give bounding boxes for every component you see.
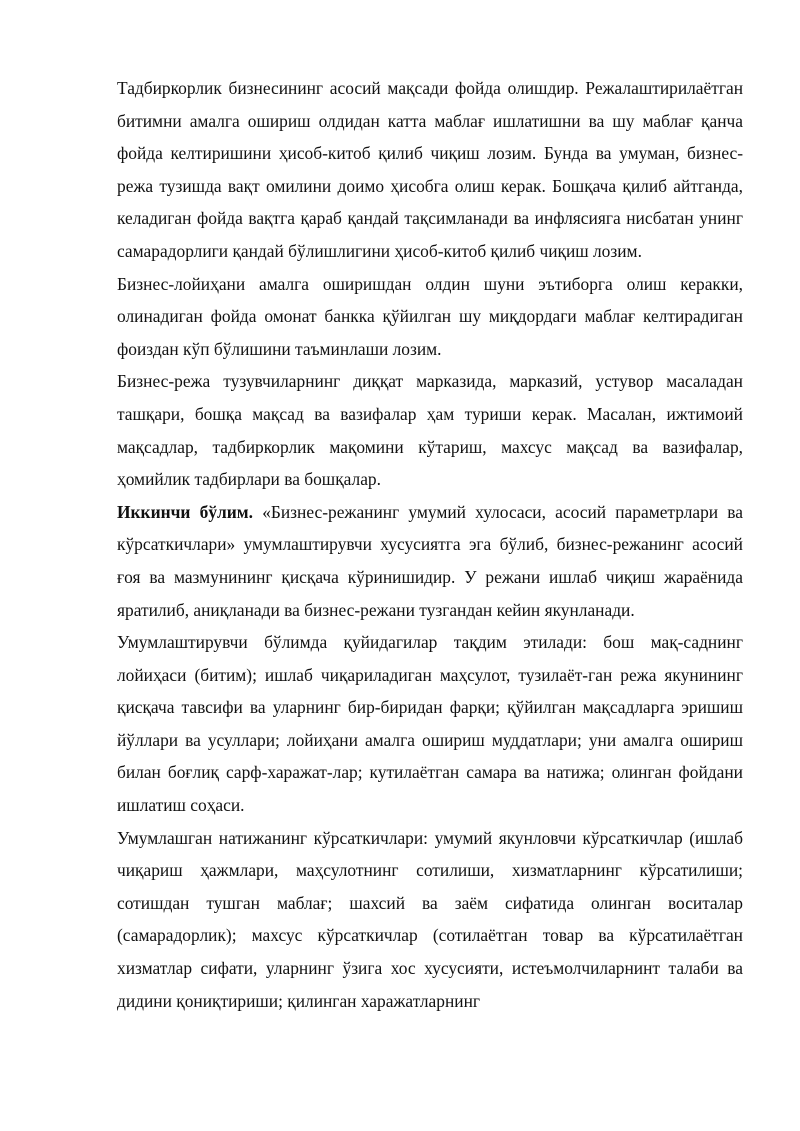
paragraph-planner-focus: Бизнес-режа тузувчиларнинг диққат марказида, марказий, устувор масаладан ташқари, бошқа мақсад ва вазифалар ҳам туриши керак. Масалан, ижтимоий мақсадлар, тадбиркорлик мақомини кўтариш, махсус мақсад ва вазифалар, ҳомийлик тадбирлари ва бошқалар. <box>117 371 743 490</box>
section-text: «Бизнес-режанинг умумий хулосаси, асосий параметрлари ва кўрсаткичлари» умумлаштирувчи хусусиятга эга бўлиб, бизнес-режанинг асосий ғоя ва мазмунининг қисқача кўринишидир. У режани ишлаб чиқиш жараёнида яратилиб, аниқланади ва бизнес-режани тузгандан кейин якунланади. <box>117 501 743 620</box>
paragraph-summary-contents: Умумлаштирувчи бўлимда қуйидагилар тақдим этилади: бош мақ-саднинг лойиҳаси (битим); ишлаб чиқариладиган маҳсулот, тузилаёт-ган режа якунининг қисқача тавсифи ва уларнинг бир-биридан фарқи; қўйилган мақсадларга эришиш йўллари ва усуллари; лойиҳани амалга ошириш муддатлари; уни амалга ошириш билан боғлиқ сарф-харажат-лар; кутилаётган самара ва натижа; олинган фойдани ишлатиш соҳаси. <box>117 632 743 816</box>
paragraph-project-profit: Бизнес-лойиҳани амалга оширишдан олдин шуни эътиборга олиш керакки, олинадиган фойда омонат банкка қўйилган шу миқдордаги маблағ келтирадиган фоиздан кўп бўлишини таъминлаши лозим. <box>117 273 743 359</box>
paragraph-result-indicators: Умумлашган натижанинг кўрсаткичлари: умумий якунловчи кўрсаткичлар (ишлаб чиқариш ҳажмлари, маҳсулотнинг сотилиши, хизматларнинг кўрсатилиши; сотишдан тушган маблағ; шахсий ва заём сифатида олинган воситалар (самарадорлик); махсус кўрсаткичлар (сотилаётган товар ва кўрсатилаётган хизматлар сифати, уларнинг ўзига хос хусусияти, истеъмолчиларнинт талаби ва дидини қониқтириши; қилинган харажатларнинг <box>117 827 743 1011</box>
section-heading: Иккинчи бўлим. <box>117 501 253 522</box>
document-page <box>117 72 743 1017</box>
paragraph-second-section <box>117 496 743 626</box>
paragraph-business-goal: Тадбиркорлик бизнесининг асосий мақсади фойда олишдир. Режалаштирилаётган битимни амалга ошириш олдидан катта маблағ ишлатишни ва шу маблағ қанча фойда келтиришини ҳисоб-китоб қилиб чиқиш лозим. Бунда ва умуман, бизнес-режа тузишда вақт омилини доимо ҳисобга олиш керак. Бошқача қилиб айтганда, келадиган фойда вақтга қараб қандай тақсимланади ва инфлясияга нисбатан унинг самарадорлиги қандай бўлишлигини ҳисоб-китоб қилиб чиқиш лозим. <box>117 78 743 261</box>
